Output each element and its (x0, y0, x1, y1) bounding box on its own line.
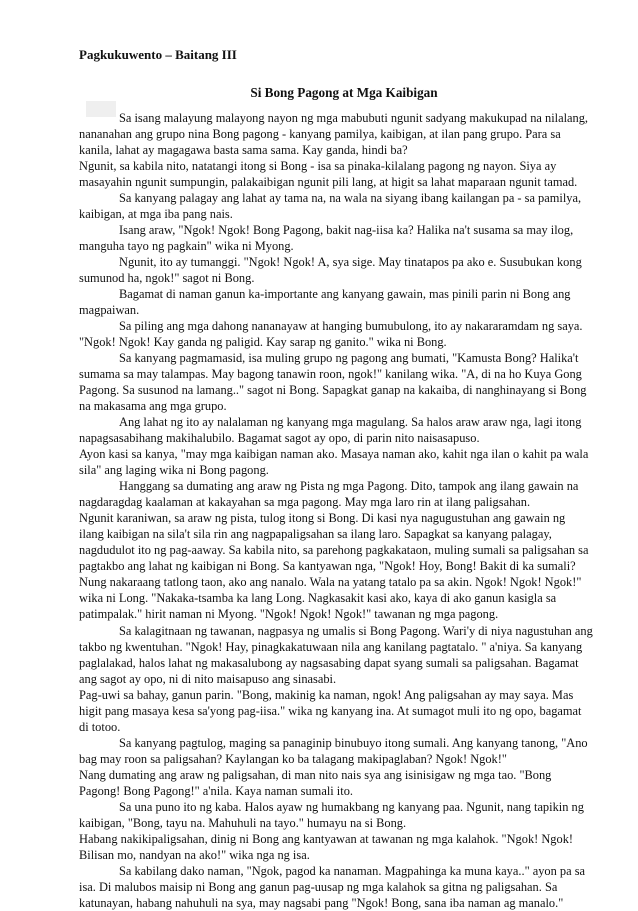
story-paragraph: Sa kanyang pagmamasid, isa muling grupo ng pagong ang bumati, "Kamusta Bong? Halika't sumama sa may talampas. May bagong tanawin roon, ngok!" kanilang wika. "A, di na ho Kuya Gong Pagong. Sa susunod na lamang.." sagot ni Bong. Sapagkat ganap na kakaiba, di nanghinayang si Bong na makasama ang mga grupo. (79, 351, 587, 414)
story-paragraph: Ngunit, ito ay tumanggi. "Ngok! Ngok! A, sya sige. May tinatapos pa ako e. Susubukan kong sumunod ha, ngok!" sagot ni Bong. (79, 255, 582, 286)
story-paragraph: Ngunit karaniwan, sa araw ng pista, tulog itong si Bong. Di kasi nya nagugustuhan ang gawain ng ilang kaibigan na sila't sila rin ang nagpapaligsahan sa ilang laro. Sapagkat sa kanyang palagay, nagdudulot ito ng pag-aaway. Sa kabila nito, sa parehong pagkakataon, muling sumali sa paligsahan sa pagtakbo ang lahat ng kaibigan ni Bong. Sa kantyawan nga, "Ngok! Hoy, Bong! Bakit di ka sumali? Nung nakaraang tatlong taon, ako ang nanalo. Wala na yatang tatalo pa sa akin. Ngok! Ngok! Ngok!" wika ni Long. "Nakaka-tsamba ka lang Long. Nagkasakit kasi ako, kaya di ako ganun kasigla sa patimpalak." hirit naman ni Myong. "Ngok! Ngok! Ngok!" tawanan ng mga pagong. (79, 511, 589, 622)
story-title: Si Bong Pagong at Mga Kaibigan (250, 85, 438, 100)
story-paragraph: Bagamat di naman ganun ka-importante ang kanyang gawain, mas pinili parin ni Bong ang magpaiwan. (79, 287, 571, 318)
story-paragraph: Sa kabilang dako naman, "Ngok, pagod ka nanaman. Magpahinga ka muna kaya.." ayon pa sa isa. Di malubos maisip ni Bong ang ganun pag-uusap ng mga kalahok sa gitna ng paligsahan. Sa katunayan, habang nahuhuli na sya, may nagsabi pang "Ngok! Bong, sana iba naman ag manalo." (79, 863, 586, 910)
story-paragraph: Ngunit, sa kabila nito, natatangi itong si Bong - isa sa pinaka-kilalang pagong ng nayon. Siya ay masayahin ngunit sumpungin, palakaibigan ngunit pili lang, at higit sa lahat maparaan ngunit tamad. (79, 159, 578, 190)
story-paragraph: Sa kanyang palagay ang lahat ay tama na, na wala na siyang ibang kailangan pa - sa pamilya, kaibigan, at mga iba pang nais. (79, 191, 582, 222)
story-paragraph: Habang nakikipaligsahan, dinig ni Bong ang kantyawan at tawanan ng mga kalahok. "Ngok! Ngok! Bilisan mo, nandyan na ako!" wika nga ng isa. (79, 831, 574, 862)
story-paragraph: Ang lahat ng ito ay nalalaman ng kanyang mga magulang. Sa halos araw araw nga, lagi itong napagsasabihang makihalubilo. Bagamat sagot ay opo, di parin nito naisasapuso. (79, 415, 582, 446)
story-paragraph: Sa piling ang mga dahong nananayaw at hanging bumubulong, ito ay nakararamdam ng saya. "Ngok! Ngok! Kay ganda ng paligid. Kay sarap ng ganito." wika ni Bong. (79, 319, 583, 350)
story-paragraph: Sa kanyang pagtulog, maging sa panaginip binubuyo itong sumali. Ang kanyang tanong, "Ano bag may roon sa paligsahan? Kaylangan ko ba talagang makipaglaban? Ngok! Ngok!" (79, 735, 588, 766)
story-paragraph: Hanggang sa dumating ang araw ng Pista ng mga Pagong. Dito, tampok ang ilang gawain na nagdaragdag kaalaman at kakayahan sa mga pagong. May mga laro rin at ilang paligsahan. (79, 479, 579, 510)
story-paragraph: Isang araw, "Ngok! Ngok! Bong Pagong, bakit nag-iisa ka? Halika na't susama sa may ilog, manguha tayo ng pagkain" wika ni Myong. (79, 223, 574, 254)
story-paragraph: Ayon kasi sa kanya, "may mga kaibigan naman ako. Masaya naman ako, kahit nga ilan o kahit pa wala sila" ang laging wika ni Bong pagong. (79, 447, 589, 478)
story-paragraph: Sa isang malayung malayong nayon ng mga mabubuti ngunit sadyang makukupad na nilalang, nananahan ang grupo nina Bong pagong - kanyang pamilya, kaibigan, at ilan pang grupo. Para sa kanila, lahat ay magagawa basta sama sama. Kay ganda, hindi ba? (79, 111, 589, 158)
document-heading: Pagkukuwento – Baitang III (79, 47, 237, 62)
story-paragraph: Sa una puno ito ng kaba. Halos ayaw ng humakbang ng kanyang paa. Ngunit, nang tapikin ng kaibigan, "Bong, tayu na. Mahuhuli na tayo." humayu na si Bong. (79, 799, 584, 830)
story-paragraph: Nang dumating ang araw ng paligsahan, di man nito nais sya ang isinisigaw ng mga tao. "Bong Pagong! Bong Pagong!" a'nila. Kaya naman sumali ito. (79, 767, 552, 798)
story-paragraph: Sa kalagitnaan ng tawanan, nagpasya ng umalis si Bong Pagong. Wari'y di niya nagustuhan ang takbo ng kwentuhan. "Ngok! Hay, pinagkakatuwaan nila ang kanilang pagtatalo. " a'niya. Sa kanyang paglalakad, halos lahat ng makasalubong ay nagsasabing dapat syang sumali sa paligsahan. Bagamat ang sagot ay opo, ni di nito maisapuso ang sinasabi. (79, 623, 593, 686)
story-body (79, 110, 593, 911)
story-paragraph: Pag-uwi sa bahay, ganun parin. "Bong, makinig ka naman, ngok! Ang paligsahan ay may saya. Mas higit pang masaya kesa sa'yong pag-iisa." wika ng kanyang ina. At sumagot muli ito ng opo, bagamat di totoo. (79, 687, 582, 734)
